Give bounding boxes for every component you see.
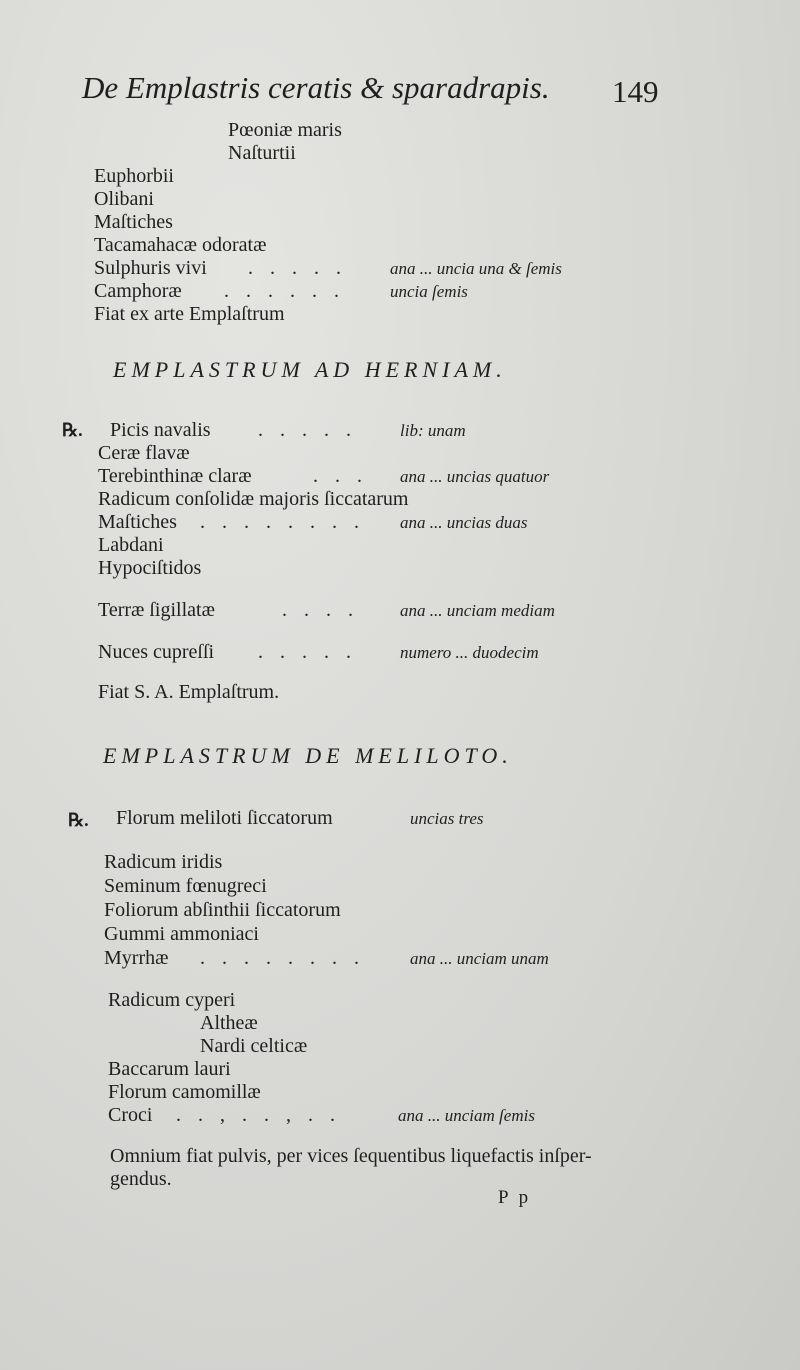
leader-dots: . . . . . [258,419,357,441]
ingredient-line: Radicum cyperi [108,989,236,1011]
ingredient-line: Foliorum abſinthii ſiccatorum [104,899,341,921]
leader-dots: . . . [313,465,368,487]
running-header-title: De Emplastris ceratis & sparadrapis. [82,70,550,105]
page-number: 149 [612,74,659,109]
ingredient-line: Maſtiches [98,511,177,533]
instruction-line: Fiat S. A. Emplaſtrum. [98,681,280,703]
ingredient-line: Nuces cupreſſi [98,641,215,663]
ingredient-line: Florum camomillæ [108,1081,261,1103]
ingredient-line: Radicum conſolidæ majoris ſiccatarum [98,488,409,510]
signature-mark: P p [498,1187,532,1208]
ingredient-line: Gummi ammoniaci [104,923,259,945]
ingredient-line: Altheæ [200,1012,258,1034]
ingredient-line: Florum meliloti ſiccatorum [116,807,333,829]
ingredient-line: Terræ ſigillatæ [98,599,215,621]
quantity: ana ... unciam unam [410,949,549,968]
quantity: lib: unam [400,421,466,440]
leader-dots: . . . . . [248,257,347,279]
ingredient-line: Labdani [98,534,164,556]
ingredient-line: Nardi celticæ [200,1035,308,1057]
instruction-line: Fiat ex arte Emplaſtrum [94,303,285,325]
quantity: ana ... uncias quatuor [400,467,550,486]
quantity: numero ... duodecim [400,643,539,662]
leader-dots: . . , . . , . . [176,1104,341,1126]
ingredient-line: Ceræ flavæ [98,442,190,464]
leader-dots: . . . . . . [224,280,345,302]
recipe-symbol: ℞. [68,810,89,830]
section-title: EMPLASTRUM AD HERNIAM. [113,357,507,382]
ingredient-line: Baccarum lauri [108,1058,231,1080]
quantity: ana ... uncias duas [400,513,528,532]
quantity: uncias tres [410,809,484,828]
recipe-symbol: ℞. [62,420,83,440]
ingredient-line: Picis navalis [110,419,211,441]
ingredient-line: Myrrhæ [104,947,169,969]
ingredient-line: Euphorbii [94,165,174,187]
ingredient-line: Olibani [94,188,154,210]
ingredient-line: Sulphuris vivi [94,257,207,279]
quantity: uncia ſemis [390,282,468,301]
ingredient-line: Naſturtii [228,142,296,164]
ingredient-line: Hypociſtidos [98,557,202,579]
leader-dots: . . . . . [258,641,357,663]
ingredient-line: Terebinthinæ claræ [98,465,252,487]
ingredient-line: Tacamahacæ odoratæ [94,234,267,256]
ingredient-line: Maſtiches [94,211,173,233]
ingredient-line: Pœoniæ maris [228,119,342,141]
section-title: EMPLASTRUM DE MELILOTO. [103,743,513,768]
leader-dots: . . . . . . . . [200,947,365,969]
quantity: ana ... unciam mediam [400,601,555,620]
ingredient-line: Croci [108,1104,153,1126]
leader-dots: . . . . [282,599,359,621]
quantity: ana ... unciam ſemis [398,1106,535,1125]
closing-instruction: gendus. [110,1168,172,1190]
quantity: ana ... uncia una & ſemis [390,259,562,278]
ingredient-line: Camphoræ [94,280,182,302]
closing-instruction: Omnium fiat pulvis, per vices ſequentibus liquefactis inſper- [110,1145,592,1167]
leader-dots: . . . . . . . . [200,511,365,533]
ingredient-line: Radicum iridis [104,851,223,873]
ingredient-line: Seminum fœnugreci [104,875,267,897]
